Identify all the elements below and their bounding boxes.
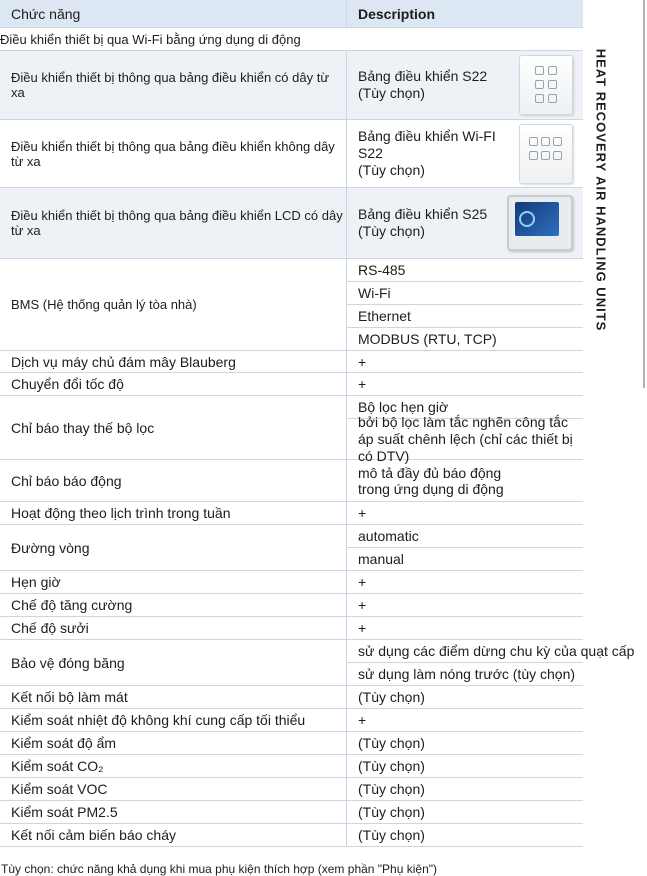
row-label: Chỉ báo thay thế bộ lọc	[0, 396, 347, 460]
row-value: +	[347, 617, 584, 640]
row-value: (Tùy chọn)	[347, 801, 584, 824]
footnote: Tùy chọn: chức năng khả dụng khi mua phụ kiện thích hợp (xem phần "Phụ kiện")	[1, 862, 438, 876]
row-label: Chỉ báo báo động	[0, 460, 347, 502]
row-label: Kết nối cảm biến báo cháy	[0, 824, 347, 847]
table-row	[0, 594, 583, 617]
row-label: Kiểm soát PM2.5	[0, 801, 347, 824]
header-function: Chức năng	[0, 0, 347, 28]
table-row	[0, 259, 583, 351]
table-row	[0, 373, 583, 396]
table-row	[0, 502, 583, 525]
table-row	[0, 755, 583, 778]
row-value: Ethernet	[347, 305, 583, 328]
table-row	[0, 571, 583, 594]
wifi-control-row: Điều khiển thiết bị qua Wi-Fi bằng ứng dụng di động	[0, 28, 583, 51]
table-row	[0, 778, 583, 801]
row-value: Bảng điều khiển Wi-FI S22 (Tùy chọn)	[358, 128, 496, 178]
row-label: BMS (Hệ thống quản lý tòa nhà)	[0, 259, 347, 351]
row-label: Dịch vụ máy chủ đám mây Blauberg	[0, 351, 347, 373]
row-value: +	[347, 709, 584, 732]
row-value: bởi bộ lọc làm tắc nghẽn công tắc áp suất chênh lệch (chỉ các thiết bị có DTV)	[358, 413, 573, 464]
row-label: Bảo vệ đóng băng	[0, 640, 347, 686]
row-value: (Tùy chọn)	[347, 755, 584, 778]
table-row	[0, 617, 583, 640]
row-value: +	[347, 351, 584, 373]
row-label: Kiểm soát nhiệt độ không khí cung cấp tối thiểu	[0, 709, 347, 732]
row-label: Kết nối bộ làm mát	[0, 686, 347, 709]
wifi-s22-panel-image	[519, 124, 573, 184]
table-row	[0, 351, 583, 373]
table-row	[0, 686, 583, 709]
side-section-title: HEAT RECOVERY AIR HANDLING UNITS	[593, 48, 609, 332]
row-value: manual	[358, 551, 404, 567]
row-label: Chế độ sưởi	[0, 617, 347, 640]
row-value: (Tùy chọn)	[347, 686, 584, 709]
row-label: Chế độ tăng cường	[0, 594, 347, 617]
s25-lcd-panel-image	[507, 195, 573, 251]
row-value: automatic	[347, 525, 583, 548]
side-divider	[643, 0, 645, 388]
s22-panel-image	[519, 55, 573, 115]
row-value: (Tùy chọn)	[347, 778, 584, 801]
side-tab	[583, 0, 647, 388]
table-row	[0, 801, 583, 824]
table-row	[0, 188, 583, 259]
row-label: Hoạt động theo lịch trình trong tuần	[0, 502, 347, 525]
row-label: Kiểm soát CO₂	[0, 755, 347, 778]
row-label: Điều khiển thiết bị thông qua bảng điều khiển không dây từ xa	[0, 120, 347, 188]
table-header	[0, 0, 583, 28]
table-row	[0, 824, 583, 847]
row-value: Bảng điều khiển S22 (Tùy chọn)	[358, 68, 488, 101]
table-row	[0, 28, 583, 51]
row-label: Kiểm soát VOC	[0, 778, 347, 801]
table-row	[0, 396, 583, 460]
row-value: +	[347, 594, 584, 617]
row-label: Đường vòng	[0, 525, 347, 571]
row-value: (Tùy chọn)	[347, 824, 584, 847]
table-row	[0, 460, 583, 502]
row-label: Kiểm soát độ ẩm	[0, 732, 347, 755]
table-row	[0, 525, 583, 571]
row-value: Bảng điều khiển S25 (Tùy chọn)	[358, 206, 488, 239]
row-value: sử dụng các điểm dừng chu kỳ của quạt cấp	[347, 640, 583, 663]
row-value: MODBUS (RTU, TCP)	[358, 331, 497, 347]
row-value: Bộ lọc hẹn giờ	[347, 396, 583, 419]
table-row	[0, 640, 583, 686]
row-value: +	[347, 502, 584, 525]
row-value: (Tùy chọn)	[347, 732, 584, 755]
row-value: Wi-Fi	[347, 282, 583, 305]
row-value: +	[347, 571, 584, 594]
row-label: Điều khiển thiết bị thông qua bảng điều khiển LCD có dây từ xa	[0, 188, 347, 259]
table-row	[0, 120, 583, 188]
row-value: RS-485	[347, 259, 583, 282]
row-label: Chuyển đổi tốc độ	[0, 373, 347, 396]
row-label: Điều khiển thiết bị thông qua bảng điều khiển có dây từ xa	[0, 51, 347, 120]
row-value: mô tả đầy đủ báo động trong ứng dụng di động	[347, 460, 584, 502]
table-row	[0, 709, 583, 732]
table-row	[0, 732, 583, 755]
row-value: sử dụng làm nóng trước (tùy chọn)	[358, 666, 576, 682]
header-description: Description	[347, 0, 584, 28]
table-row	[0, 51, 583, 120]
row-value: +	[347, 373, 584, 396]
row-label: Hẹn giờ	[0, 571, 347, 594]
